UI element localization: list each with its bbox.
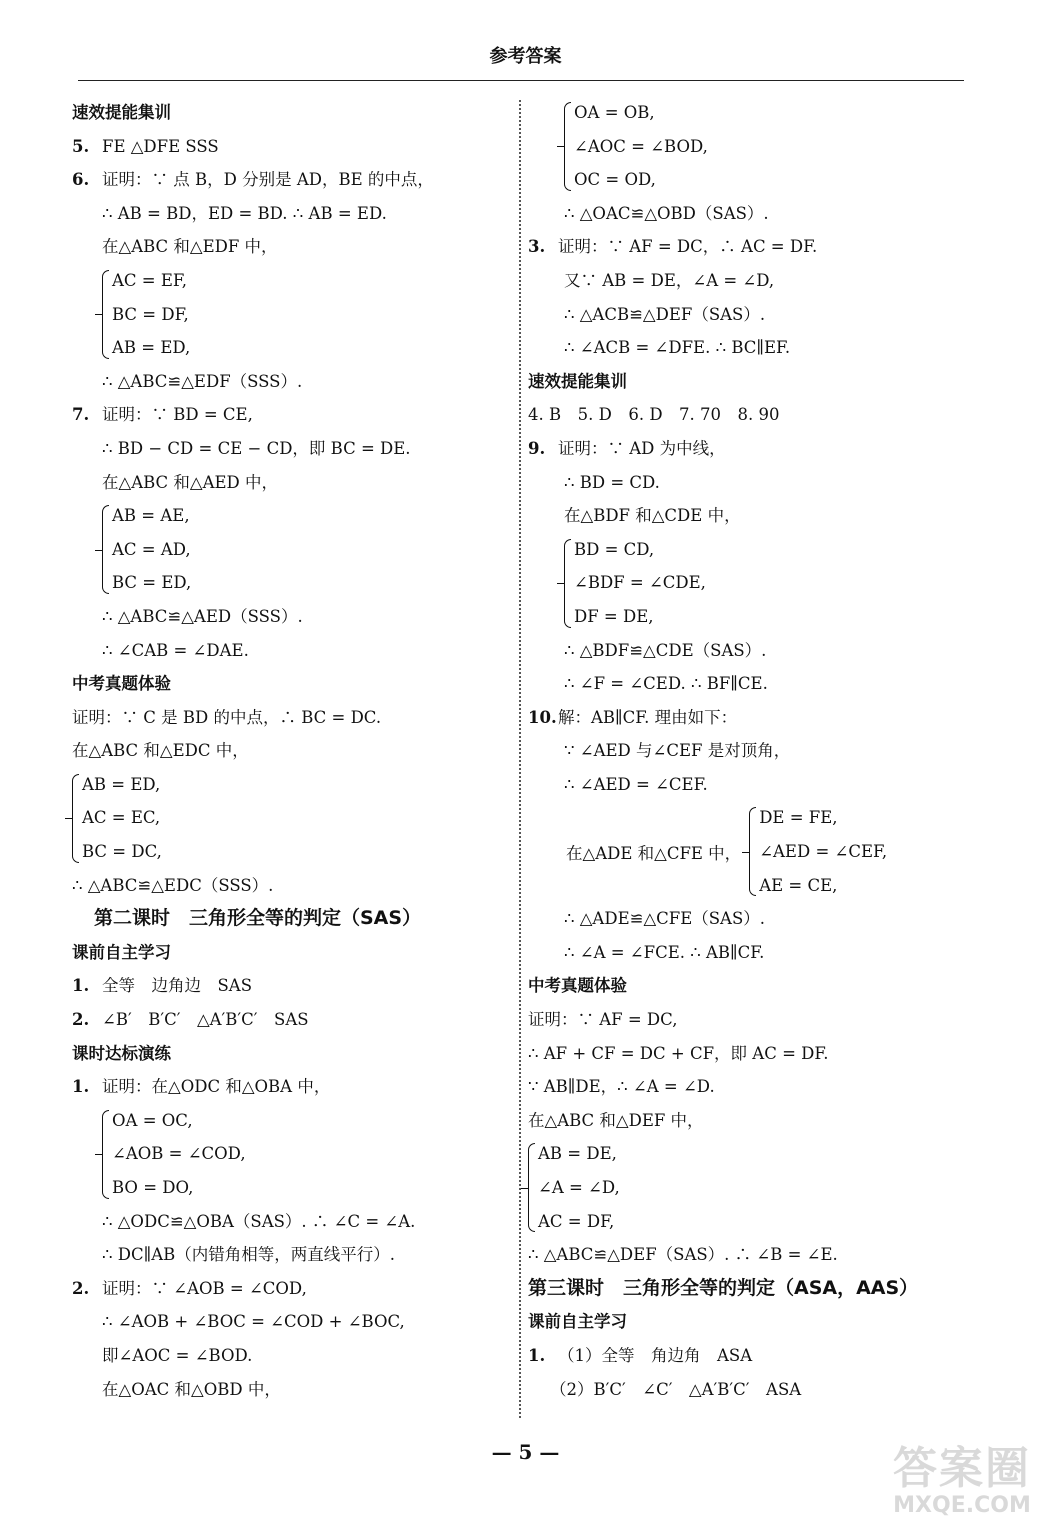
section-title: 速效提能集训 [72,103,171,122]
answer-1: 1. （1）全等 角边角 ASA [528,1345,753,1365]
answer-10: 10.解：AB∥CF. 理由如下： [528,707,738,727]
proof-line: 在△ABC 和△EDC 中， [72,741,249,761]
section-title: 课前自主学习 [528,1312,627,1332]
answer-9: 9. 证明：∵ AD 为中线， [528,438,726,458]
page-number: — 5 — [491,1440,560,1464]
left-column [72,96,512,1406]
proof-line: ∴ DC∥AB（内错角相等，两直线平行）. [102,1245,396,1265]
lesson-title: 第三课时 三角形全等的判定（ASA，AAS） [528,1276,919,1299]
page-header: 参考答案 [489,46,562,67]
watermark-logo: 答案圈 MXQE.COM [893,1443,1031,1518]
proof-line: ∴ △BDF≌△CDE（SAS）. [564,640,767,660]
brace-system: DE = FE, ∠AED = ∠CEF, AE = CE, [749,801,887,902]
answer-1: 1. 全等 边角边 SAS [72,976,253,996]
proof-line: 证明：∵ C 是 BD 的中点，∴ BC = DC. [72,707,382,727]
proof-line: 在△ABC 和△AED 中， [102,472,279,492]
answer-1: 1. 证明：在△ODC 和△OBA 中， [72,1077,331,1097]
brace-system: AB = DE, ∠A = ∠D, AC = DF, [528,1137,968,1238]
brace-system: AB = AE, AC = AD, BC = ED, [102,499,512,600]
section-title: 中考真题体验 [72,674,171,694]
answer-2: 2. ∠B′ B′C′ △A′B′C′ SAS [72,1010,309,1030]
proof-line: ∴ ∠CAB = ∠DAE. [102,640,249,660]
section-title: 中考真题体验 [528,976,627,996]
proof-line: 又∵ AB = DE，∠A = ∠D, [564,270,775,290]
brace-system: AC = EF, BC = DF, AB = ED, [102,264,512,365]
proof-line: ∴ △ODC≌△OBA（SAS）. ∴ ∠C = ∠A. [102,1211,416,1231]
proof-line: ∴ BD − CD = CE − CD，即 BC = DE. [102,438,411,458]
answer-3: 3. 证明：∵ AF = DC，∴ AC = DF. [528,237,818,257]
proof-line: ∴ △ABC≌△EDF（SSS）. [102,371,303,391]
proof-line: ∴ ∠AOB + ∠BOC = ∠COD + ∠BOC, [102,1312,405,1332]
right-column [528,96,968,1406]
proof-line: ∴ ∠A = ∠FCE. ∴ AB∥CF. [564,942,765,962]
answer-1-part-2: （2）B′C′ ∠C′ △A′B′C′ ASA [550,1379,802,1399]
proof-line: ∵ ∠AED 与∠CEF 是对顶角， [564,741,791,761]
proof-line: 在△OAC 和△OBD 中， [102,1379,281,1399]
proof-line: ∴ ∠ACB = ∠DFE. ∴ BC∥EF. [564,338,791,358]
proof-line: 在△ABC 和△DEF 中， [528,1110,704,1130]
section-title: 课时达标演练 [72,1043,171,1063]
answer-5: 5. FE △DFE SSS [72,136,219,156]
column-divider [519,100,521,1418]
proof-line: ∴ AB = BD，ED = BD. ∴ AB = ED. [102,203,387,223]
proof-line: ∴ △OAC≌△OBD（SAS）. [564,203,769,223]
proof-line: ∴ △ABC≌△EDC（SSS）. [72,875,274,895]
proof-line: ∵ AB∥DE，∴ ∠A = ∠D. [528,1077,715,1097]
proof-line: ∴ △ADE≌△CFE（SAS）. [564,909,766,929]
proof-line: 在△BDF 和△CDE 中， [564,506,741,526]
brace-system: OA = OB, ∠AOC = ∠BOD, OC = OD, [564,96,968,197]
proof-with-brace: 在△ADE 和△CFE 中， DE = FE, ∠AED = ∠CEF, AE = CE, [528,801,968,902]
proof-line: 即∠AOC = ∠BOD. [102,1345,253,1365]
section-title: 速效提能集训 [528,371,627,391]
header-rule [78,80,964,81]
answer-row: 4. B 5. D 6. D 7. 70 8. 90 [528,405,780,425]
proof-line: 在△ABC 和△EDF 中， [102,237,278,257]
proof-line: ∴ △ACB≌△DEF（SAS）. [564,304,766,324]
proof-line: ∴ BD = CD. [564,472,660,492]
proof-line: ∴ △ABC≌△AED（SSS）. [102,606,303,626]
section-title: 课前自主学习 [72,942,171,962]
brace-system: AB = ED, AC = EC, BC = DC, [72,768,512,869]
answer-7: 7. 证明：∵ BD = CE, [72,405,253,425]
brace-system: BD = CD, ∠BDF = ∠CDE, DF = DE, [564,533,968,634]
answer-2: 2. 证明：∵ ∠AOB = ∠COD, [72,1278,307,1298]
lesson-title: 第二课时 三角形全等的判定（SAS） [94,907,422,930]
answer-6: 6. 证明：∵ 点 B，D 分别是 AD，BE 的中点， [72,170,434,190]
proof-line: ∴ AF + CF = DC + CF，即 AC = DF. [528,1043,829,1063]
brace-system: OA = OC, ∠AOB = ∠COD, BO = DO, [102,1104,512,1205]
proof-line: ∴ ∠F = ∠CED. ∴ BF∥CE. [564,674,768,694]
proof-line: 证明：∵ AF = DC, [528,1010,678,1030]
proof-line: ∴ △ABC≌△DEF（SAS）. ∴ ∠B = ∠E. [528,1245,838,1265]
proof-line: ∴ ∠AED = ∠CEF. [564,774,708,794]
